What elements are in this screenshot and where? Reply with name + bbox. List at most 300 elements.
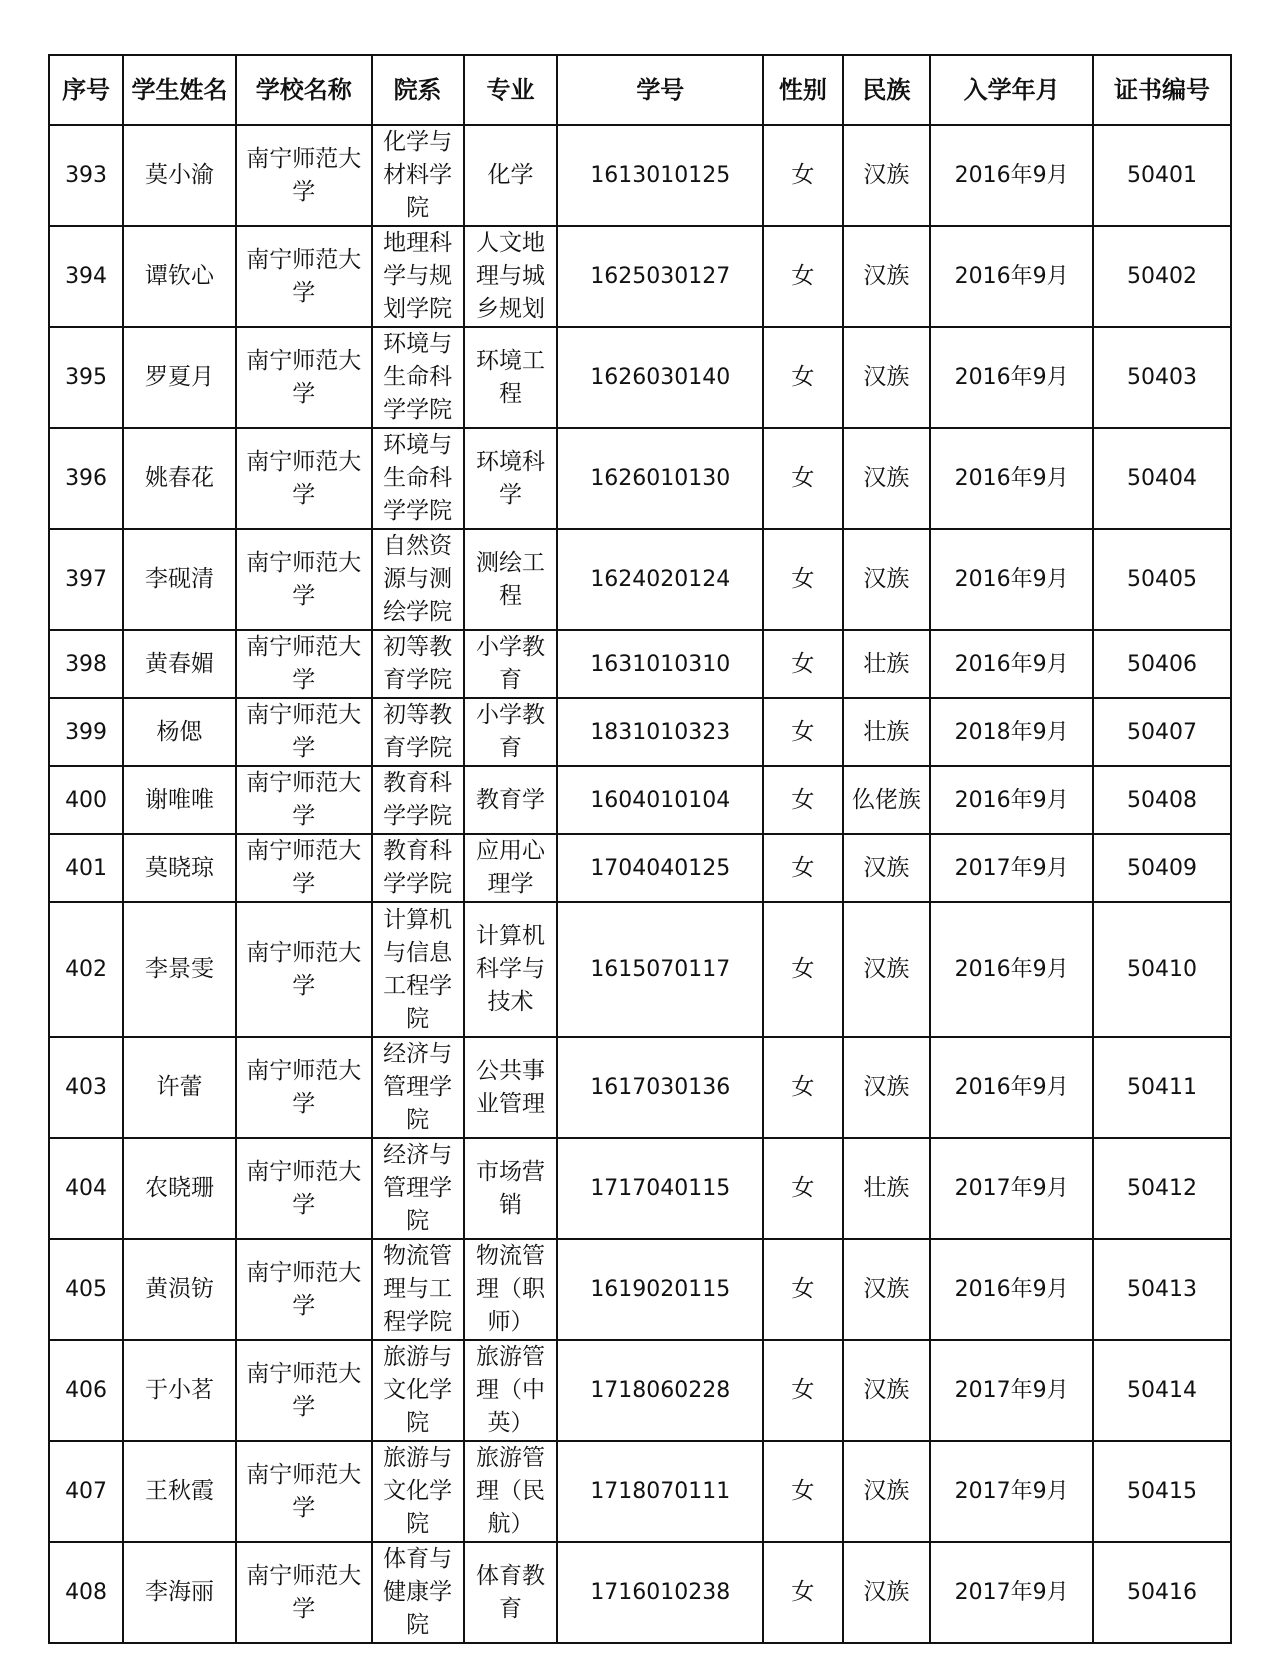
department-cell [372,766,464,834]
table-row [49,1340,1231,1441]
department-cell [372,1542,464,1643]
row-number-cell [49,226,123,327]
certificate-number-cell [1093,1239,1231,1340]
row-number-cell [49,428,123,529]
student-id: 1617030136 [590,1075,731,1100]
department: 经济与管理学院 [383,1142,453,1234]
ethnicity: 汉族 [863,956,910,982]
major: 环境科学 [475,448,545,508]
enroll-date: 2017年9月 [954,1580,1069,1605]
major: 应用心理学 [475,838,545,897]
student-id: 1613010125 [590,163,731,188]
enroll-date-cell [930,1340,1093,1441]
student-name: 农晓珊 [145,1175,214,1201]
student-id: 1626030140 [590,365,731,390]
school-name: 南宁师范大学 [246,702,362,761]
row-number-cell [49,1542,123,1643]
enroll-date: 2016年9月 [954,163,1069,188]
student-name-cell [123,1441,236,1542]
major: 小学教育 [475,702,545,761]
student-id: 1626010130 [590,466,731,491]
row-number: 407 [65,1479,108,1504]
student-name: 许蕾 [156,1074,203,1100]
student-id-cell [557,327,763,428]
student-id-cell [557,1340,763,1441]
student-name-cell [123,698,236,766]
school-name: 南宁师范大学 [246,1158,362,1218]
gender: 女 [791,1074,815,1100]
row-number: 397 [65,567,108,592]
school-name: 南宁师范大学 [246,1259,362,1319]
gender-cell [763,1542,842,1643]
student-id-cell [557,428,763,529]
major-cell [464,1542,558,1643]
student-id-cell [557,1037,763,1138]
gender: 女 [791,718,815,745]
student-id: 1716010238 [590,1580,731,1605]
department: 教育科学学院 [383,838,453,897]
ethnicity: 汉族 [863,1074,910,1100]
department-cell [372,529,464,630]
major-cell [464,529,558,630]
ethnicity: 汉族 [863,465,910,491]
gender-cell [763,902,842,1037]
school-name-cell [236,1542,372,1643]
department-cell [372,428,464,529]
school-name: 南宁师范大学 [246,145,362,205]
student-id-cell [557,1138,763,1239]
gender-cell [763,1441,842,1542]
row-number: 408 [65,1580,108,1605]
row-number-cell [49,698,123,766]
enroll-date: 2016年9月 [954,567,1069,592]
enroll-date: 2017年9月 [954,1176,1069,1201]
student-name-cell [123,428,236,529]
student-name-cell [123,834,236,902]
gender-cell [763,125,842,226]
department-cell [372,1239,464,1340]
department-cell [372,327,464,428]
department-cell [372,834,464,902]
ethnicity-cell [843,226,931,327]
table-row [49,1239,1231,1340]
gender-cell [763,1037,842,1138]
school-name: 南宁师范大学 [246,939,362,999]
row-number: 406 [65,1378,108,1403]
student-id: 1624020124 [590,567,731,592]
row-number-cell [49,529,123,630]
department: 化学与材料学院 [383,129,453,221]
student-name-cell [123,630,236,698]
row-number-cell [49,630,123,698]
enroll-date: 2017年9月 [954,855,1069,881]
ethnicity: 汉族 [863,566,910,592]
student-name: 莫晓琼 [145,854,214,881]
school-name-cell [236,1340,372,1441]
department: 教育科学学院 [383,770,453,829]
enroll-date: 2016年9月 [954,957,1069,982]
school-name: 南宁师范大学 [246,770,362,829]
certificate-number-cell [1093,630,1231,698]
major: 人文地理与城乡规划 [475,230,545,322]
department: 旅游与文化学院 [383,1344,453,1436]
student-id: 1631010310 [590,651,731,677]
department: 环境与生命科学学院 [383,432,453,524]
gender-cell [763,1239,842,1340]
header-student-id: 学号 [557,55,763,125]
major-cell [464,226,558,327]
certificate-number-cell [1093,1138,1231,1239]
enroll-date-cell [930,698,1093,766]
major-cell [464,327,558,428]
student-name: 姚春花 [145,465,214,491]
ethnicity-cell [843,1441,931,1542]
gender-cell [763,529,842,630]
ethnicity-cell [843,1138,931,1239]
major-cell [464,766,558,834]
row-number-cell [49,1037,123,1138]
major-cell [464,1340,558,1441]
student-id-cell [557,1441,763,1542]
certificate-number: 50413 [1127,1277,1198,1302]
major: 化学 [487,162,534,188]
major: 环境工程 [475,347,545,407]
row-number: 403 [65,1075,108,1100]
student-name: 黄涢钫 [145,1276,214,1302]
enroll-date: 2018年9月 [954,719,1069,745]
department: 旅游与文化学院 [383,1445,453,1537]
ethnicity-cell [843,428,931,529]
department: 物流管理与工程学院 [383,1243,453,1335]
certificate-number: 50412 [1127,1176,1198,1201]
student-certificate-table [48,54,1232,1644]
major-cell [464,1239,558,1340]
department: 体育与健康学院 [383,1546,453,1638]
row-number-cell [49,1340,123,1441]
school-name-cell [236,1441,372,1542]
gender: 女 [791,956,815,982]
school-name: 南宁师范大学 [246,838,362,897]
gender: 女 [791,1377,815,1403]
gender-cell [763,428,842,529]
gender-cell [763,834,842,902]
department-cell [372,902,464,1037]
certificate-number: 50416 [1127,1580,1198,1605]
school-name-cell [236,698,372,766]
major: 旅游管理（民航） [475,1445,545,1537]
department: 计算机与信息工程学院 [383,906,453,1032]
enroll-date-cell [930,327,1093,428]
gender-cell [763,1340,842,1441]
department: 初等教育学院 [383,634,453,693]
student-id: 1604010104 [590,787,731,813]
row-number: 400 [65,787,108,813]
header-major: 专业 [464,55,558,125]
certificate-number: 50408 [1127,787,1198,813]
student-name-cell [123,125,236,226]
row-number-cell [49,125,123,226]
gender: 女 [791,1276,815,1302]
student-name-cell [123,1542,236,1643]
student-name-cell [123,529,236,630]
student-id-cell [557,630,763,698]
ethnicity-cell [843,327,931,428]
row-number: 398 [65,651,108,677]
enroll-date: 2016年9月 [954,1075,1069,1100]
department-cell [372,1441,464,1542]
ethnicity-cell [843,529,931,630]
school-name-cell [236,1239,372,1340]
row-number-cell [49,834,123,902]
student-id-cell [557,1542,763,1643]
enroll-date-cell [930,1037,1093,1138]
certificate-number-cell [1093,125,1231,226]
student-name: 莫小渝 [145,162,214,188]
row-number: 405 [65,1277,108,1302]
gender: 女 [791,650,815,677]
department: 环境与生命科学学院 [383,331,453,423]
table-row [49,698,1231,766]
student-name-cell [123,766,236,834]
gender: 女 [791,786,815,813]
ethnicity: 汉族 [863,364,910,390]
student-id-cell [557,766,763,834]
department-cell [372,226,464,327]
certificate-number-cell [1093,1037,1231,1138]
gender: 女 [791,566,815,592]
enroll-date: 2017年9月 [954,1378,1069,1403]
major: 旅游管理（中英） [475,1344,545,1436]
department-cell [372,630,464,698]
enroll-date-cell [930,125,1093,226]
certificate-number: 50410 [1127,957,1198,982]
ethnicity-cell [843,1239,931,1340]
school-name-cell [236,1138,372,1239]
student-id: 1615070117 [590,957,731,982]
gender-cell [763,766,842,834]
ethnicity-cell [843,630,931,698]
student-name-cell [123,1340,236,1441]
major: 测绘工程 [475,549,545,609]
row-number: 399 [65,719,108,745]
school-name-cell [236,902,372,1037]
row-number: 394 [65,264,108,289]
table-row [49,327,1231,428]
department: 地理科学与规划学院 [383,230,453,322]
school-name: 南宁师范大学 [246,549,362,609]
enroll-date: 2016年9月 [954,365,1069,390]
ethnicity-cell [843,1542,931,1643]
enroll-date-cell [930,834,1093,902]
enroll-date-cell [930,529,1093,630]
major: 计算机科学与技术 [475,923,545,1015]
certificate-number: 50407 [1127,719,1198,745]
department-cell [372,698,464,766]
gender-cell [763,226,842,327]
student-id-cell [557,698,763,766]
major-cell [464,902,558,1037]
ethnicity-cell [843,766,931,834]
certificate-number-cell [1093,1542,1231,1643]
ethnicity: 汉族 [863,1579,910,1605]
school-name-cell [236,529,372,630]
school-name: 南宁师范大学 [246,448,362,508]
major-cell [464,1138,558,1239]
enroll-date-cell [930,630,1093,698]
row-number-cell [49,1441,123,1542]
row-number: 401 [65,855,108,881]
school-name: 南宁师范大学 [246,347,362,407]
student-name: 谢唯唯 [145,786,214,813]
row-number-cell [49,1239,123,1340]
school-name-cell [236,226,372,327]
department: 经济与管理学院 [383,1041,453,1133]
student-name: 李海丽 [145,1579,214,1605]
header-gender: 性别 [763,55,842,125]
student-id: 1619020115 [590,1277,731,1302]
header-dept: 院系 [372,55,464,125]
enroll-date: 2017年9月 [954,1479,1069,1504]
certificate-number: 50404 [1127,466,1198,491]
student-id: 1625030127 [590,264,731,289]
department: 初等教育学院 [383,702,453,761]
table-row [49,1542,1231,1643]
certificate-number-cell [1093,766,1231,834]
student-name-cell [123,1138,236,1239]
student-name-cell [123,1239,236,1340]
gender-cell [763,630,842,698]
student-name: 罗夏月 [145,364,214,390]
table-row [49,529,1231,630]
certificate-number: 50406 [1127,651,1198,677]
certificate-number-cell [1093,1441,1231,1542]
ethnicity-cell [843,125,931,226]
ethnicity: 汉族 [863,1478,910,1504]
ethnicity: 壮族 [863,650,910,677]
certificate-number: 50401 [1127,163,1198,188]
table-row [49,630,1231,698]
ethnicity-cell [843,834,931,902]
row-number: 396 [65,466,108,491]
student-name-cell [123,327,236,428]
major-cell [464,698,558,766]
certificate-number-cell [1093,428,1231,529]
table-row [49,226,1231,327]
major: 小学教育 [475,634,545,693]
ethnicity: 汉族 [863,1377,910,1403]
student-name: 李景雯 [145,956,214,982]
certificate-number-cell [1093,327,1231,428]
ethnicity-cell [843,1037,931,1138]
major: 体育教育 [475,1562,545,1622]
student-name: 谭钦心 [145,263,214,289]
student-id: 1718060228 [590,1378,731,1403]
row-number-cell [49,1138,123,1239]
ethnicity: 汉族 [863,162,910,188]
gender: 女 [791,465,815,491]
major-cell [464,1441,558,1542]
table-row [49,1441,1231,1542]
certificate-number-cell [1093,1340,1231,1441]
enroll-date-cell [930,226,1093,327]
major-cell [464,1037,558,1138]
school-name: 南宁师范大学 [246,1360,362,1420]
school-name-cell [236,766,372,834]
student-id: 1718070111 [590,1479,731,1504]
student-name: 李砚清 [145,566,214,592]
school-name-cell [236,125,372,226]
school-name-cell [236,327,372,428]
enroll-date: 2016年9月 [954,264,1069,289]
row-number-cell [49,902,123,1037]
department-cell [372,1340,464,1441]
header-school: 学校名称 [236,55,372,125]
certificate-number: 50405 [1127,567,1198,592]
major-cell [464,125,558,226]
ethnicity: 汉族 [863,854,910,881]
student-id: 1704040125 [590,855,731,881]
student-id-cell [557,226,763,327]
school-name: 南宁师范大学 [246,246,362,306]
student-id-cell [557,1239,763,1340]
student-id-cell [557,529,763,630]
table-row [49,1138,1231,1239]
gender: 女 [791,1478,815,1504]
enroll-date-cell [930,1138,1093,1239]
row-number: 395 [65,365,108,390]
gender: 女 [791,162,815,188]
row-number-cell [49,327,123,428]
certificate-number-cell [1093,529,1231,630]
student-id: 1831010323 [590,719,731,745]
header-no: 序号 [49,55,123,125]
header-name [123,55,236,125]
ethnicity: 壮族 [863,1175,910,1201]
ethnicity-cell [843,698,931,766]
row-number: 404 [65,1176,108,1201]
major: 教育学 [475,786,545,813]
major-cell [464,630,558,698]
enroll-date-cell [930,766,1093,834]
student-name-cell [123,1037,236,1138]
student-name: 杨偲 [156,718,203,745]
major-cell [464,428,558,529]
enroll-date-cell [930,428,1093,529]
department-cell [372,125,464,226]
gender: 女 [791,364,815,390]
student-name-cell [123,226,236,327]
school-name-cell [236,630,372,698]
table-row [49,1037,1231,1138]
row-number: 393 [65,163,108,188]
header-name-text: 学生姓名 [131,75,228,104]
row-number: 402 [65,957,108,982]
student-name: 黄春媚 [145,650,214,677]
enroll-date-cell [930,1441,1093,1542]
header-cert-no: 证书编号 [1093,55,1231,125]
student-id-cell [557,125,763,226]
student-name: 王秋霞 [145,1478,214,1504]
certificate-number: 50402 [1127,264,1198,289]
table-row [49,902,1231,1037]
table-row [49,125,1231,226]
school-name: 南宁师范大学 [246,634,362,693]
enroll-date-cell [930,1542,1093,1643]
major-cell [464,834,558,902]
school-name: 南宁师范大学 [246,1057,362,1117]
table-body [49,125,1231,1643]
student-id-cell [557,902,763,1037]
